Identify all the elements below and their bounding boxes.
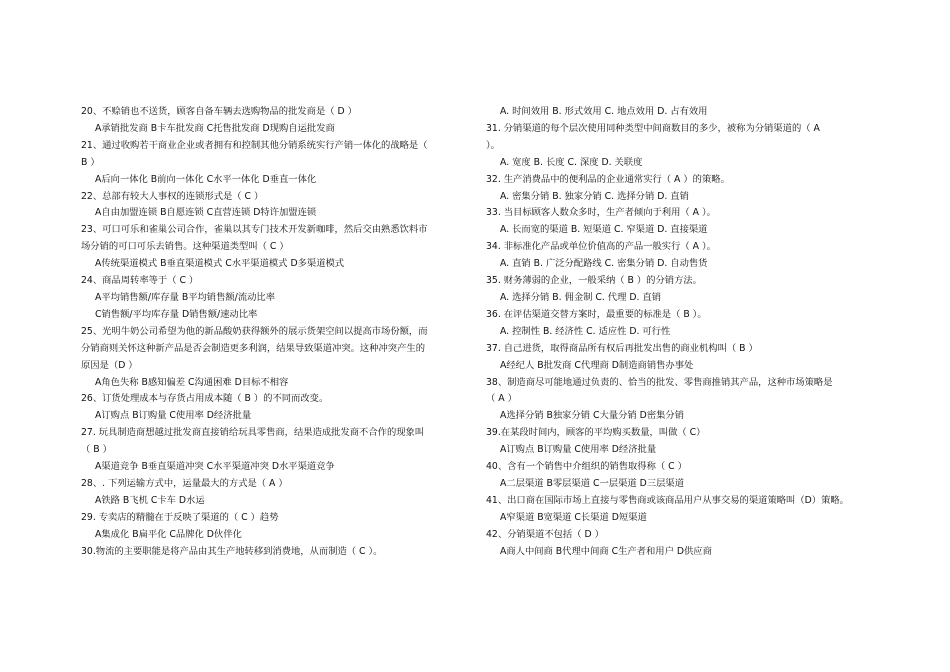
question-text-line: 39.在某段时间内，顾客的平均购买数量，叫做（ C）: [486, 427, 706, 439]
answer-options-line: A角色失称 B感知偏差 C沟通困难 D目标不相容: [95, 376, 289, 388]
question-text-line: （ A ）: [486, 393, 517, 405]
question-text-line: 33. 当目标顾客人数众多时，生产者倾向于利用（ A ）。: [486, 207, 716, 219]
question-text-line: 分销商则关怀这种新产品是否会制造更多利润，结果导致渠道冲突。这种冲突产生的: [81, 342, 425, 354]
question-text-line: 40、含有一个销售中介组织的销售取得称（ C ）: [486, 461, 687, 473]
answer-options-line: A. 时间效用 B. 形式效用 C. 地点效用 D. 占有效用: [500, 106, 708, 117]
answer-options-line: A. 宽度 B. 长度 C. 深度 D. 关联度: [500, 156, 643, 168]
question-text-line: 24、商品周转率等于（ C ）: [81, 275, 199, 287]
question-text-line: 27. 玩具制造商想越过批发商直接销给玩具零售商，结果造成批发商不合作的现象叫: [81, 427, 425, 439]
question-text-line: 原因是（D ）: [81, 359, 138, 371]
question-text-line: 22、总部有较大人事权的连锁形式是（ C ）: [81, 190, 264, 202]
question-text-line: 42、分销渠道不包括（ D ）: [486, 528, 604, 540]
answer-options-line: A承销批发商 B卡车批发商 C托售批发商 D现购自运批发商: [95, 122, 335, 134]
answer-options-line: A二层渠道 B零层渠道 C一层渠道 D三层渠道: [500, 477, 685, 489]
question-text-line: （ B ）: [81, 444, 112, 456]
question-text-line: 20、不赊销也不送货，顾客自备车辆去选购物品的批发商是（ D ）: [81, 106, 357, 117]
question-text-line: B ）: [81, 156, 100, 168]
question-text-line: 23、可口可乐和雀巢公司合作，雀巢以其专门技术开发新咖啡，然后交由熟悉饮料市: [81, 224, 428, 236]
answer-options-line: C销售额/平均库存量 D销售额/速动比率: [95, 308, 258, 320]
question-text-line: 30.物流的主要职能是将产品由其生产地转移到消费地，从而制造（ C ）。: [81, 545, 383, 557]
question-text-line: 29. 专卖店的精髓在于反映了渠道的（ C ）趋势: [81, 511, 279, 523]
question-text-line: 21、通过收购若干商业企业或者拥有和控制其他分销系统实行产销一体化的战略是（: [81, 139, 428, 151]
question-text-line: 34. 非标准化产品或单位价值高的产品一般实行（ A ）。: [486, 241, 716, 253]
right-question-column: [486, 104, 882, 560]
answer-options-line: A选择分销 B独家分销 C大量分销 D密集分销: [500, 410, 685, 422]
answer-options-line: A. 密集分销 B. 独家分销 C. 选择分销 D. 直销: [500, 190, 689, 202]
answer-options-line: A经纪人 B批发商 C代理商 D制造商销售办事处: [500, 359, 694, 371]
answer-options-line: A. 控制性 B. 经济性 C. 适应性 D. 可行性: [500, 325, 671, 337]
answer-options-line: A订购点 B订购量 C使用率 D经济批量: [95, 410, 252, 422]
answer-options-line: A. 选择分销 B. 佣金制 C. 代理 D. 直销: [500, 291, 661, 303]
answer-options-line: A商人中间商 B代理中间商 C生产者和用户 D供应商: [500, 545, 712, 557]
answer-options-line: A渠道竞争 B垂直渠道冲突 C水平渠道冲突 D水平渠道竞争: [95, 461, 335, 473]
question-text-line: 场分销的可口可乐去销售。这种渠道类型叫（ C ）: [81, 241, 289, 253]
question-text-line: 37. 自己进货，取得商品所有权后再批发出售的商业机构叫（ B ）: [486, 342, 758, 354]
question-text-line: 32. 生产消费品中的便利品的企业通常实行（ A ）的策略。: [486, 173, 730, 185]
question-text-line: 35. 财务薄弱的企业，一般采纳（ B ）的分销方法。: [486, 275, 702, 287]
answer-options-line: A后向一体化 B前向一体化 C水平一体化 D垂直一体化: [95, 173, 317, 185]
answer-options-line: A铁路 B飞机 C卡车 D水运: [95, 494, 205, 506]
answer-options-line: A订购点 B订购量 C使用率 D经济批量: [500, 444, 657, 456]
question-text-line: ）。: [486, 139, 500, 151]
question-text-line: 31. 分销渠道的每个层次使用同种类型中间商数目的多少，被称为分销渠道的（ A: [486, 122, 820, 134]
answer-options-line: A平均销售额/库存量 B平均销售额/流动比率: [95, 291, 276, 303]
question-text-line: 25、光明牛奶公司希望为他的新品酸奶获得额外的展示货架空间以提高市场份额，而: [81, 325, 428, 337]
left-question-column: [81, 104, 477, 560]
question-text-line: 28、. 下列运输方式中，运量最大的方式是（ A ）: [81, 477, 288, 489]
answer-options-line: A. 长而宽的渠道 B. 短渠道 C. 窄渠道 D. 直接渠道: [500, 224, 708, 236]
question-text-line: 36. 在评估渠道交替方案时，最重要的标准是（ B ）。: [486, 308, 707, 320]
question-text-line: 38、制造商尽可能地通过负责的、恰当的批发、零售商推销其产品，这种市场策略是: [486, 376, 833, 388]
question-text-line: 41、出口商在国际市场上直接与零售商或该商品用户从事交易的渠道策略叫（D）策略。: [486, 494, 849, 506]
answer-options-line: A. 直销 B. 广泛分配路线 C. 密集分销 D. 自动售货: [500, 258, 708, 270]
answer-options-line: A窄渠道 B宽渠道 C长渠道 D短渠道: [500, 511, 647, 523]
answer-options-line: A自由加盟连锁 B自愿连锁 C直营连锁 D特许加盟连锁: [95, 207, 317, 219]
question-text-line: 26、订货处理成本与存货占用成本随（ B ）的不同而改变。: [81, 393, 329, 405]
answer-options-line: A传统渠道模式 B垂直渠道模式 C水平渠道模式 D多渠道模式: [95, 258, 345, 270]
answer-options-line: A集成化 B扁平化 C品牌化 D伙伴化: [95, 528, 242, 540]
